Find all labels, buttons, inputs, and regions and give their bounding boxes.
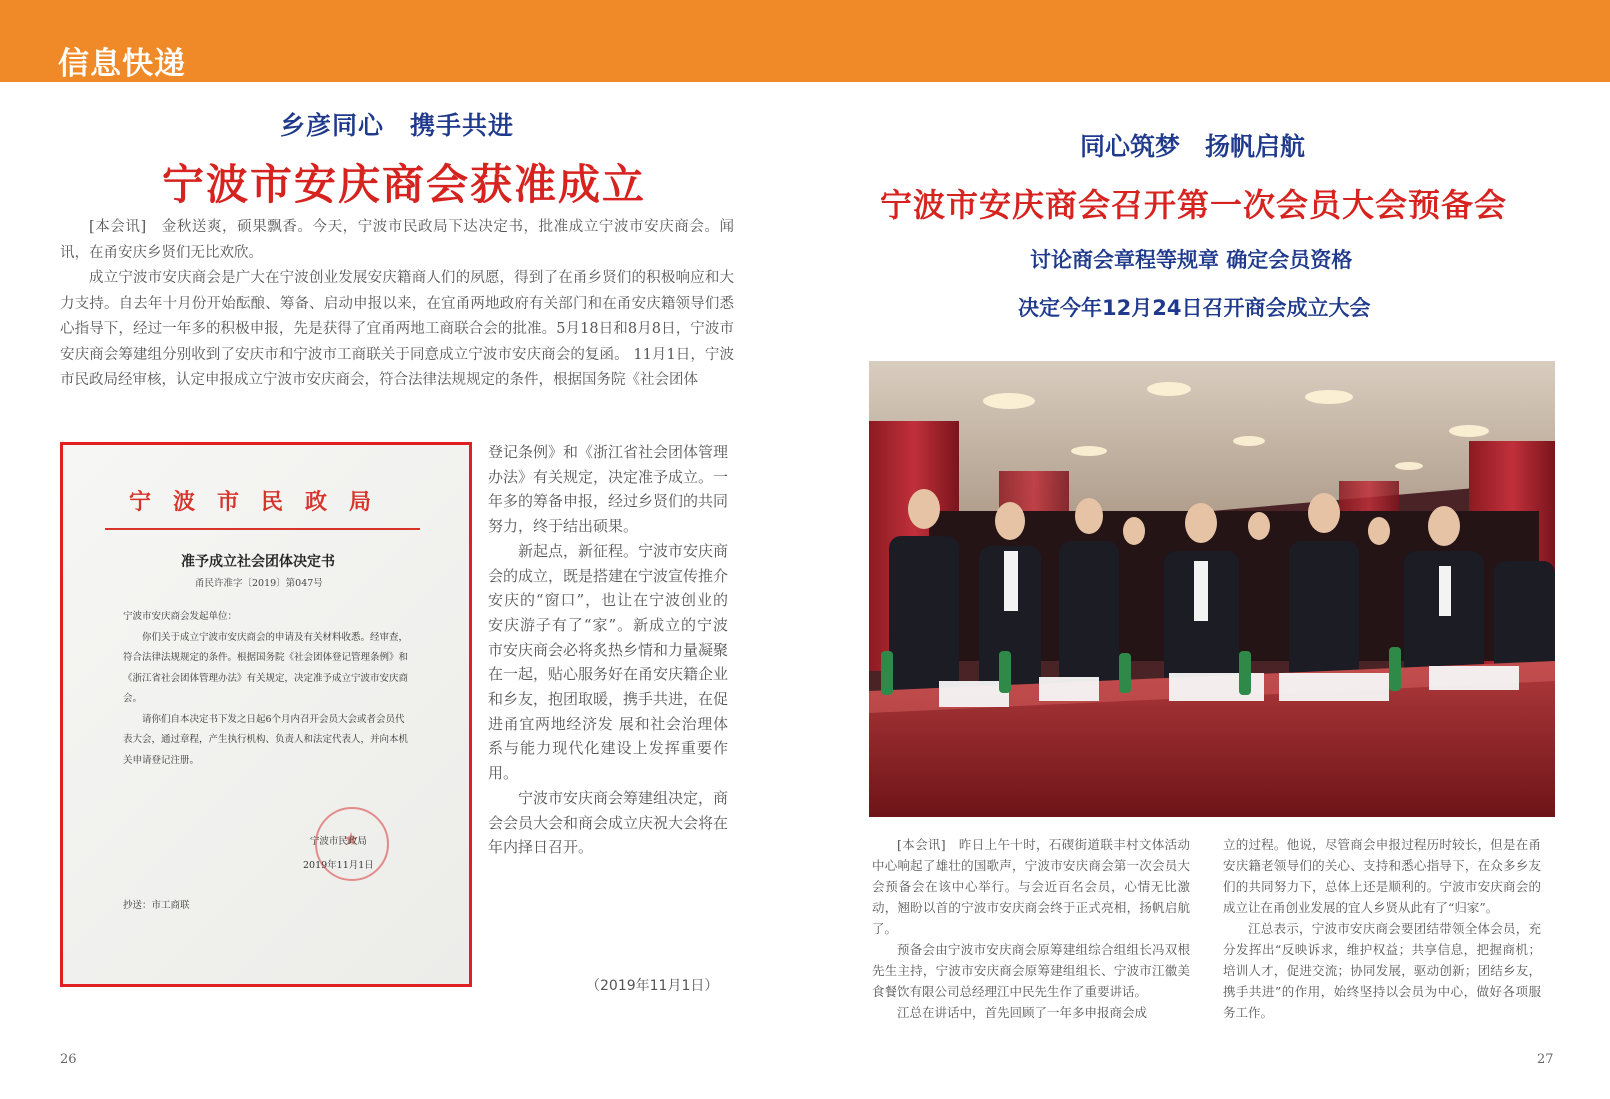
right-article-column-2 (1223, 834, 1541, 1023)
paragraph: 立的过程。他说，尽管商会申报过程历时较长，但是在甬安庆籍老领导们的关心、支持和悉心指导下，在众多乡友们的共同努力下，总体上还是顺利的。宁波市安庆商会的成立让在甬创业发展的宜人乡贤从此有了“归家”。 (1223, 837, 1541, 915)
paragraph: 预备会由宁波市安庆商会原筹建组综合组组长冯双根先生主持，宁波市安庆商会原筹建组组长、宁波市江徽美食餐饮有限公司总经理江中民先生作了重要讲话。 (872, 942, 1190, 999)
paragraph: [本会讯] 金秋送爽，硕果飘香。今天，宁波市民政局下达决定书，批准成立宁波市安庆商会。闻讯，在甬安庆乡贤们无比欢欣。 (60, 219, 734, 261)
section-title: 信息快递 (58, 46, 186, 82)
left-article-title: 宁波市安庆商会获准成立 (162, 160, 647, 209)
right-article-deck-2: 决定今年12月24日召开商会成立大会 (1018, 296, 1371, 320)
paragraph: 新起点，新征程。宁波市安庆商会的成立，既是搭建在宁波宣传推介安庆的“窗口”，也让在宁波创业的安庆游子有了“家”。新成立的宁波市安庆商会必将炙热乡情和力量凝聚在一起，贴心服务好在甬安庆籍企业和乡友，抱团取暖，携手共进，在促进甬宜两地经济发 展和社会治理体系与能力现代化建设上发挥重要作用。 (488, 541, 729, 783)
right-article-column-1 (872, 834, 1190, 1023)
document-red-rule (105, 528, 420, 530)
document-addressee: 宁波市安庆商会发起单位： (123, 611, 238, 622)
right-article-title: 宁波市安庆商会召开第一次会员大会预备会 (880, 186, 1508, 224)
document-title: 准予成立社会团体决定书 (181, 554, 335, 570)
approval-document-image (60, 442, 472, 987)
document-number: 甬民许准字〔2019〕第047号 (195, 578, 323, 589)
meeting-photo (869, 361, 1555, 817)
right-article-subtitle: 同心筑梦 扬帆启航 (1080, 132, 1306, 161)
paragraph: 成立宁波市安庆商会是广大在宁波创业发展安庆籍商人们的夙愿，得到了在甬乡贤们的积极响应和大力支持。自去年十月份开始酝酿、筹备、启动申报以来，在宜甬两地政府有关部门和在甬安庆籍领导们悉心指导下，经过一年多的积极申报，先是获得了宜甬两地工商联合会的批准。5月18日和8月8日，宁波市安庆商会筹建组分别收到了安庆市和宁波市工商联关于同意成立宁波市安庆商会的复函。 11月1日，宁波市民政局经审核，认定申报成立宁波市安庆商会，符合法律法规规定的条件，根据国务院《社会团体 (60, 270, 734, 388)
right-article-deck-1: 讨论商会章程等规章 确定会员资格 (1030, 248, 1353, 272)
paragraph: 江总在讲话中，首先回顾了一年多申报商会成 (897, 1005, 1148, 1020)
document-paragraph: 请你们自本决定书下发之日起6个月内召开会员大会或者会员代表大会，通过章程，产生执行机构、负责人和法定代表人，并向本机关申请登记注册。 (123, 713, 409, 766)
header-bar (0, 0, 1610, 82)
left-article-column (488, 440, 728, 860)
paragraph: 宁波市安庆商会筹建组决定，商会会员大会和商会成立庆祝大会将在年内择日召开。 (488, 788, 729, 857)
paragraph: 江总表示，宁波市安庆商会要团结带领全体会员，充分发挥出“反映诉求，维护权益；共享信息，把握商机；培训人才，促进交流；协同发展，驱动创新；团结乡友，携手共进”的作用，始终坚持以会员为中心，做好各项服务工作。 (1223, 921, 1541, 1020)
page-number-right: 27 (1537, 1052, 1554, 1067)
left-article-subtitle: 乡彦同心 携手共进 (280, 111, 515, 140)
page-number-left: 26 (60, 1052, 77, 1067)
document-sign-date: 2019年11月1日 (303, 860, 374, 871)
left-article-date: （2019年11月1日） (586, 978, 719, 994)
document-sign-org: 宁波市民政局 (309, 836, 367, 847)
left-article-intro (60, 215, 734, 394)
paragraph: 登记条例》和《浙江省社会团体管理办法》有关规定，决定准予成立。一年多的筹备申报，经过乡贤们的共同努力，终于结出硕果。 (488, 443, 729, 536)
document-signature (303, 830, 374, 878)
document-cc: 抄送：市工商联 (123, 900, 190, 911)
document-issuer: 宁波市民政局 (129, 489, 394, 515)
document-paragraph: 你们关于成立宁波市安庆商会的申请及有关材料收悉。经审查，符合法律法规规定的条件。根据国务院《社会团体登记管理条例》和《浙江省社会团体管理办法》有关规定，决定准予成立宁波市安庆商会。 (123, 631, 409, 704)
document-paper (63, 445, 469, 984)
document-body (123, 607, 413, 771)
paragraph: [本会讯] 昨日上午十时，石碶街道联丰村文体活动中心响起了雄壮的国歌声，宁波市安庆商会第一次会员大会预备会在该中心举行。与会近百名会员，心情无比激动，翘盼以首的宁波市安庆商会终于正式亮相，扬帆启航了。 (872, 837, 1190, 936)
